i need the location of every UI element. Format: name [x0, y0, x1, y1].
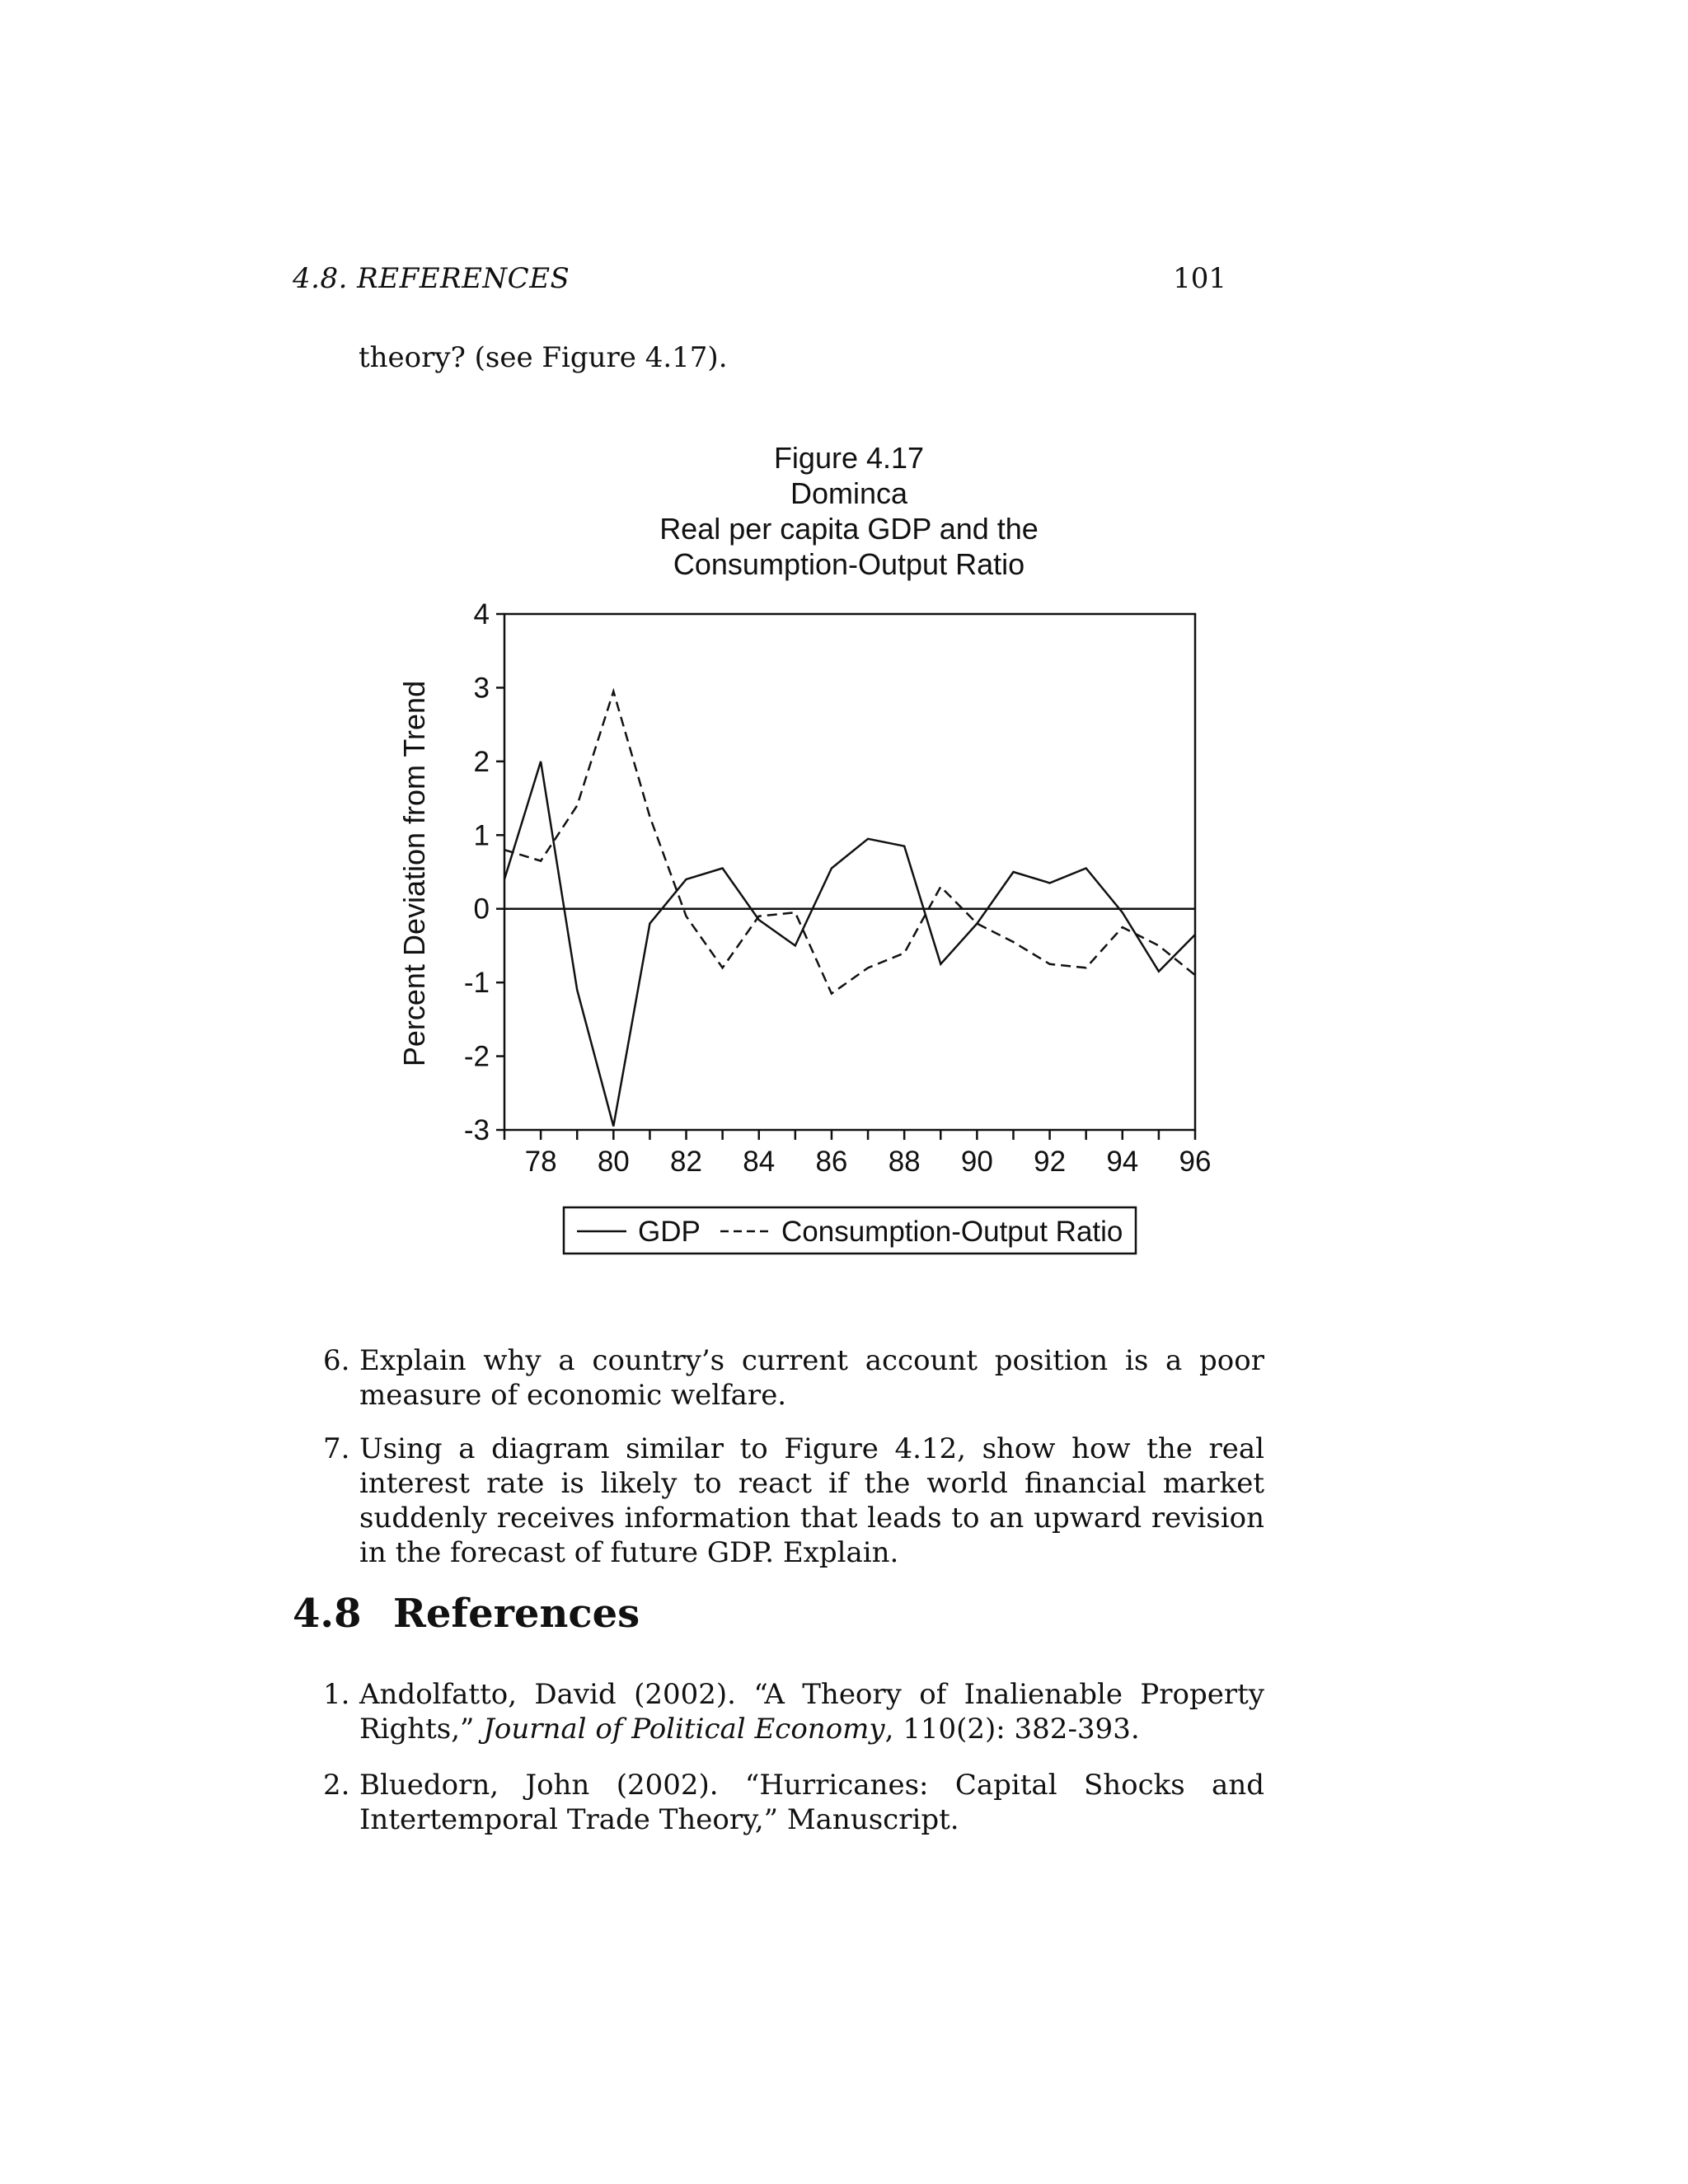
y-tick-label: -2 — [463, 1040, 490, 1073]
reference-text — [359, 1677, 1264, 1746]
x-tick-label: 78 — [524, 1146, 557, 1178]
exercise-item-6 — [323, 1343, 1264, 1413]
x-axis — [504, 1130, 1211, 1178]
x-tick-label: 88 — [888, 1146, 921, 1178]
legend-cor-label: Consumption-Output Ratio — [781, 1216, 1123, 1248]
running-head: 4.8. REFERENCES — [293, 262, 570, 295]
x-tick-label: 96 — [1179, 1146, 1212, 1178]
y-axis — [464, 598, 504, 1146]
gdp-line — [504, 762, 1195, 1127]
section-heading — [293, 1591, 640, 1637]
reference-text: Bluedorn, John (2002). “Hurricanes: Capital Shocks and Intertemporal Trade Theory,” Manuscript. — [359, 1769, 1264, 1836]
section-title: References — [393, 1591, 640, 1637]
x-tick-label: 94 — [1106, 1146, 1139, 1178]
reference-number: 1. — [323, 1678, 350, 1711]
x-tick-label: 92 — [1034, 1146, 1067, 1178]
legend-gdp-label: GDP — [638, 1216, 701, 1248]
reference-item-2 — [323, 1768, 1264, 1837]
reference-item-1 — [323, 1677, 1264, 1746]
figure-title-line-1: Figure 4.17 — [773, 441, 925, 475]
exercise-number: 6. — [323, 1344, 350, 1377]
figure-title — [659, 441, 1039, 581]
page-number: 101 — [1173, 262, 1226, 295]
x-tick-label: 90 — [960, 1146, 993, 1178]
y-tick-label: -1 — [463, 967, 490, 1000]
legend — [564, 1207, 1136, 1254]
figure-title-line-2: Dominca — [790, 476, 908, 510]
plot-lines — [504, 691, 1195, 1127]
exercise-number: 7. — [323, 1432, 350, 1465]
y-tick-label: 2 — [473, 745, 490, 778]
x-tick-label: 86 — [815, 1146, 848, 1178]
y-tick-label: 0 — [473, 893, 490, 926]
exercise-item-7 — [323, 1432, 1264, 1570]
y-tick-label: 3 — [473, 672, 490, 705]
y-axis-label: Percent Deviation from Trend — [397, 680, 431, 1067]
consumption-output-ratio-line — [504, 691, 1195, 994]
figure-title-line-4: Consumption-Output Ratio — [673, 547, 1025, 581]
x-tick-label: 80 — [597, 1146, 630, 1178]
reference-citation: Andolfatto, David (2002). “A Theory of Inalienable Property Rights,” — [359, 1678, 1264, 1746]
y-tick-label: 4 — [473, 598, 490, 630]
intro-line: theory? (see Figure 4.17). — [359, 341, 728, 374]
x-tick-label: 84 — [743, 1146, 776, 1178]
exercise-text: Using a diagram similar to Figure 4.12, show how the real interest rate is likely to react if the world financial market suddenly receives information that leads to an upward revision in the forecast of future GDP. Explain. — [359, 1432, 1264, 1569]
y-tick-label: 1 — [473, 819, 490, 852]
plot-frame — [504, 614, 1195, 1130]
y-tick-label: -3 — [463, 1114, 490, 1146]
reference-number: 2. — [323, 1769, 350, 1802]
x-tick-label: 82 — [670, 1146, 702, 1178]
figure-title-line-3: Real per capita GDP and the — [659, 512, 1039, 546]
section-number: 4.8 — [293, 1591, 362, 1637]
reference-volume: , 110(2): 382-393. — [884, 1713, 1140, 1746]
reference-journal: Journal of Political Economy — [483, 1713, 885, 1746]
exercise-text: Explain why a country’s current account position is a poor measure of economic welfare. — [359, 1344, 1264, 1412]
